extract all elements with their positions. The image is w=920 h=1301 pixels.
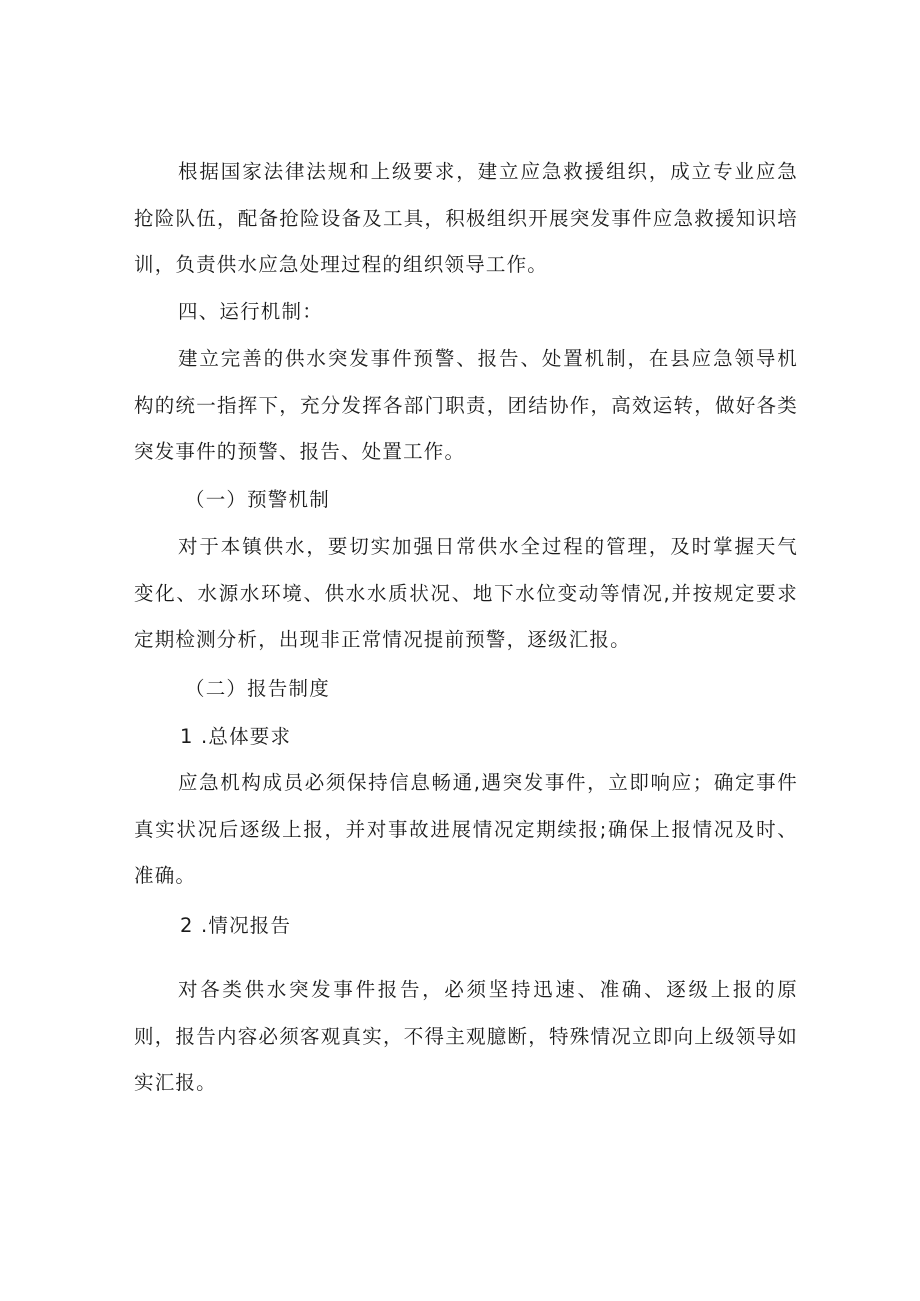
section-heading-operation-mechanism: 四、运行机制： (178, 300, 323, 323)
subsection-heading-warning-mechanism: （一）预警机制 (185, 488, 330, 511)
item-heading-situation-report: 2 .情况报告 (180, 914, 292, 937)
paragraph-warning-mechanism: 对于本镇供水，要切实加强日常供水全过程的管理，及时掌握天气变化、水源水环境、供水水质状况、地下水位变动等情况,并按规定要求定期检测分析，出现非正常情况提前预警，逐级汇报。 (134, 535, 798, 651)
paragraph-emergency-organization: 根据国家法律法规和上级要求，建立应急救援组织，成立专业应急抢险队伍，配备抢险设备及工具，积极组织开展突发事件应急救援知识培训，负责供水应急处理过程的组织领导工作。 (134, 160, 798, 276)
paragraph-situation-report: 对各类供水突发事件报告，必须坚持迅速、准确、逐级上报的原则，报告内容必须客观真实，不得主观臆断，特殊情况立即向上级领导如实汇报。 (134, 978, 798, 1094)
subsection-heading-reporting-system: （二）报告制度 (185, 677, 330, 700)
paragraph-general-requirements: 应急机构成员必须保持信息畅通,遇突发事件，立即响应；确定事件真实状况后逐级上报，并对事故进展情况定期续报;确保上报情况及时、准确。 (134, 771, 798, 887)
paragraph-operation-mechanism: 建立完善的供水突发事件预警、报告、处置机制，在县应急领导机构的统一指挥下，充分发挥各部门职责，团结协作，高效运转，做好各类突发事件的预警、报告、处置工作。 (134, 347, 798, 463)
item-heading-general-requirements: 1 .总体要求 (180, 725, 292, 748)
